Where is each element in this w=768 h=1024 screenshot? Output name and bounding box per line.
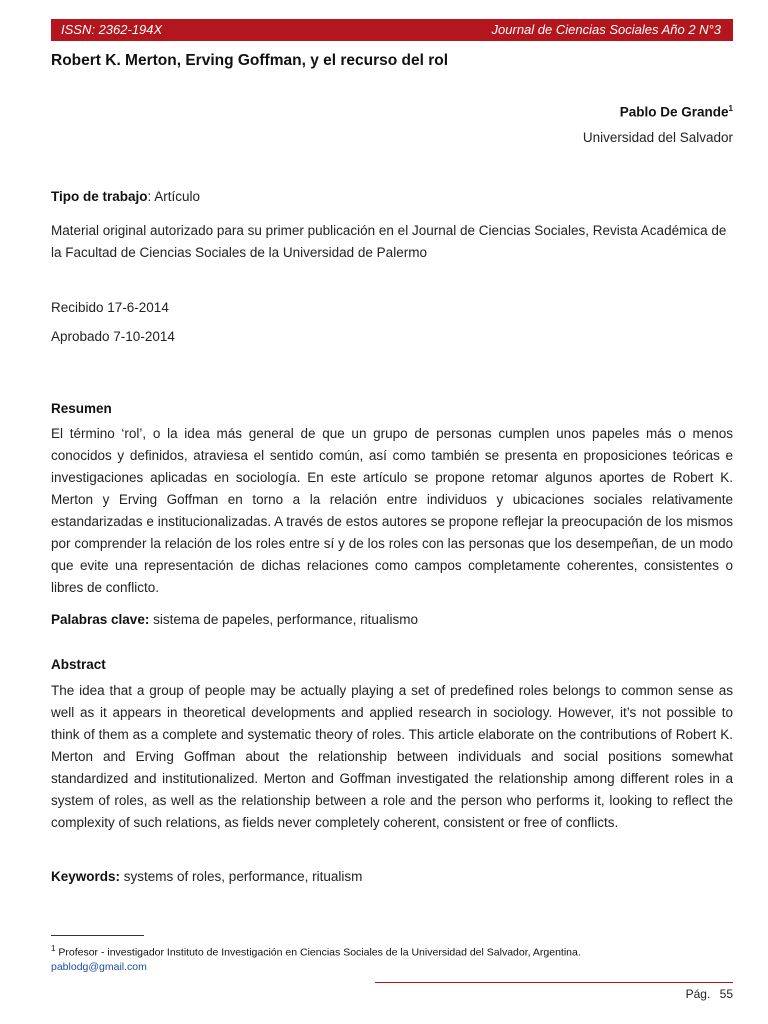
page-label: Pág. xyxy=(685,987,711,1001)
work-type xyxy=(51,186,733,208)
journal-header-bar xyxy=(51,19,733,41)
footnote-divider xyxy=(51,935,144,936)
page-number-value: 55 xyxy=(719,987,733,1001)
footnote-text xyxy=(51,942,581,960)
resumen-heading: Resumen xyxy=(51,401,112,416)
work-type-value: : Artículo xyxy=(147,189,201,204)
abstract-heading: Abstract xyxy=(51,657,106,672)
palabras-clave-label: Palabras clave: xyxy=(51,612,150,627)
journal-name: Journal de Ciencias Sociales Año 2 N°3 xyxy=(491,22,721,37)
author-footnote-mark: 1 xyxy=(728,104,733,113)
approved-date: Aprobado 7-10-2014 xyxy=(51,329,175,344)
resumen-body: El término ‘rol’, o la idea más general de que un grupo de personas cumplen unos papeles más o menos conocidos y definidos, atraviesa el sentido común, así como también se presenta en proposiciones teóricas e investigaciones aplicadas en sociología. En este artículo se propone retomar algunos aportes de Robert K. Merton y Erving Goffman en torno a la relación entre individuos y ubicaciones sociales relativamente estandarizadas e institucionalizadas. A través de estos autores se propone reflejar la preocupación de los mismos por comprender la relación de los roles entre sí y de los roles con las personas que los desempeñan, de un modo que evite una representación de dichas relaciones como campos completamente coherentes, consistentes o libres de conflicto. xyxy=(51,426,733,595)
abstract-keywords xyxy=(51,866,733,888)
footnote-content: Profesor - investigador Instituto de Investigación en Ciencias Sociales de la Universidad del Salvador, Argentina. xyxy=(55,946,581,959)
keywords-value: systems of roles, performance, ritualism xyxy=(120,869,363,884)
page-number xyxy=(686,987,733,1001)
resumen-keywords xyxy=(51,609,733,631)
footnote-mark: 1 xyxy=(51,944,56,953)
work-type-label: Tipo de trabajo xyxy=(51,189,148,204)
author-email-link[interactable]: pablodg@gmail.com xyxy=(51,960,147,973)
received-date: Recibido 17-6-2014 xyxy=(51,300,169,315)
footer-divider xyxy=(375,982,733,983)
material-note: Material original autorizado para su primer publicación en el Journal de Ciencias Sociales, Revista Académica de la Facultad de Ciencias Sociales de la Universidad de Palermo xyxy=(51,223,727,260)
footnote xyxy=(51,942,581,974)
article-title: Robert K. Merton, Erving Goffman, y el recurso del rol xyxy=(51,52,449,69)
author-name-text: Pablo De Grande xyxy=(619,104,729,120)
palabras-clave-value: sistema de papeles, performance, ritualismo xyxy=(149,612,418,627)
keywords-label: Keywords: xyxy=(51,869,121,884)
abstract-body: The idea that a group of people may be actually playing a set of predefined roles belongs to common sense as well as it appears in theoretical developments and applied research in sociology. However, it’s not possible to think of them as a complete and systematic theory of roles. This article elaborate on the contributions of Robert K. Merton and Erving Goffman about the relationship between individuals and social positions somewhat standardized and institutionalized. Merton and Goffman investigated the relationship among different roles in a system of roles, as well as the relationship between a role and the person who performs it, looking to reflect the complexity of such relations, as fields never completely coherent, consistent or free of conflicts. xyxy=(51,683,733,830)
issn-label: ISSN: 2362-194X xyxy=(61,22,163,37)
author-name xyxy=(620,104,733,120)
author-affiliation: Universidad del Salvador xyxy=(582,130,733,145)
